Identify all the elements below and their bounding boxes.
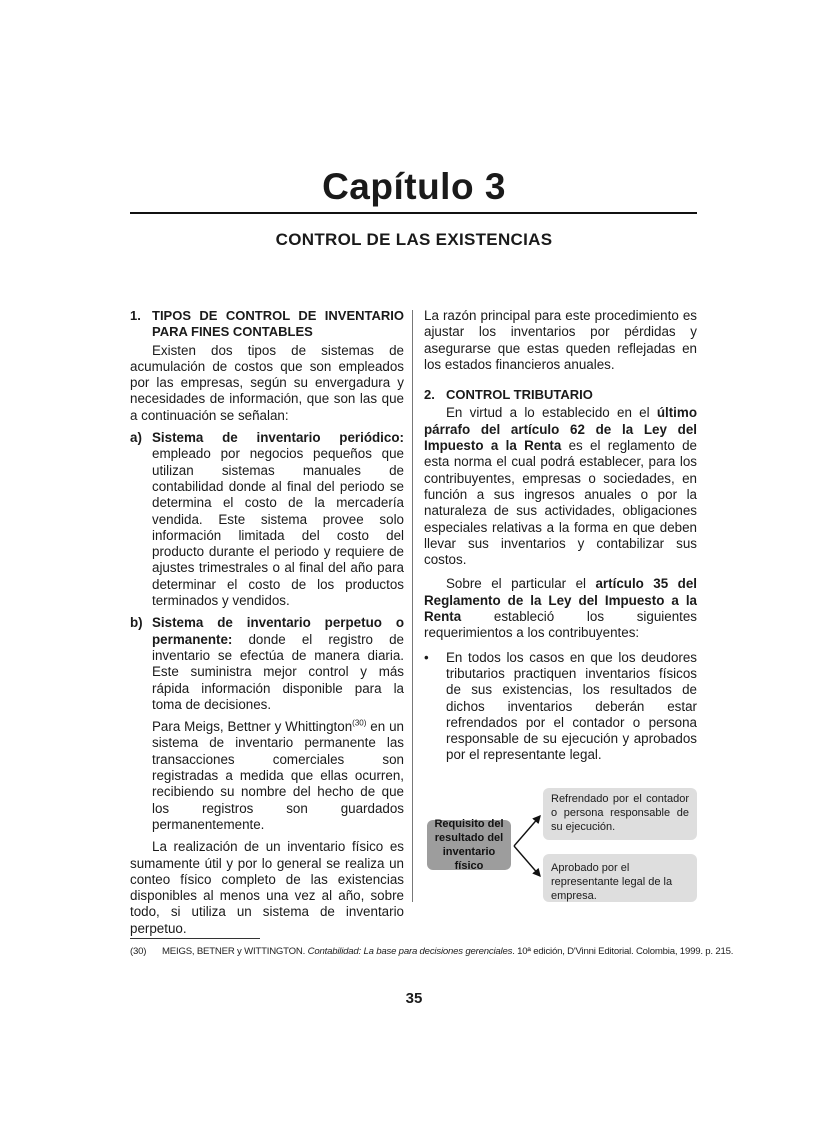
citation-text-cont: en un sistema de inventario permanente las transacciones comerciales son registradas a medida que ellas ocurren, recibiendo su nombre del hecho de que los registros son guardados permanentemente. (152, 719, 404, 832)
bullet-icon: • (424, 649, 429, 665)
chapter-subtitle: CONTROL DE LAS EXISTENCIAS (275, 230, 553, 249)
right-column (424, 308, 697, 764)
closing-paragraph: La realización de un inventario físico es sumamente útil y por lo general se realiza un conteo físico completo de las existencias disponibles al menos una vez al año, sobre todo, si utiliza un sistema de inventario perpetuo. (130, 839, 404, 936)
diagram-box-approved: Aprobado por el representante legal de la empresa. (543, 854, 697, 902)
section-number: 2. (424, 387, 435, 403)
footnote-ref[interactable]: (30) (352, 718, 367, 728)
diagram-box-endorsed: Refrendado por el contador o persona responsable de su ejecución. (543, 788, 697, 840)
list-item-b (130, 615, 404, 833)
footnote-details: . 10ª edición, D'Vinni Editorial. Colombia, 1999. p. 215. (512, 946, 734, 957)
continued-paragraph: La razón principal para este procedimiento es ajustar los inventarios por pérdidas y asegurarse que estas queden reflejadas en los estados financieros anuales. (424, 308, 697, 372)
list-marker: a) (130, 430, 142, 446)
bullet-text: En todos los casos en que los deudores tributarios practiquen inventarios físicos de sus existencias, los resultados de dichos inventarios deberán estar refrendados por el contador o persona responsable de su ejecución y aprobados por el representante legal. (446, 649, 697, 763)
requirements-diagram (424, 786, 699, 904)
tax-paragraph-2 (424, 576, 697, 641)
section-title: CONTROL TRIBUTARIO (446, 387, 593, 403)
list-marker: b) (130, 615, 143, 631)
title-rule (130, 212, 697, 214)
tax-paragraph-1 (424, 405, 697, 568)
section-1-heading (130, 308, 404, 341)
footnote-number: (30) (130, 946, 147, 957)
citation-text: Para Meigs, Bettner y Whittington (152, 719, 353, 735)
intro-paragraph: Existen dos tipos de sistemas de acumulación de costos que son empleados por las empresas, según su envergadura y necesidades de información, que son las que a continuación se señalan: (130, 342, 404, 423)
text: En virtud a lo establecido en el (446, 405, 657, 421)
section-number: 1. (130, 308, 141, 323)
chapter-title: Capítulo 3 (322, 166, 506, 207)
footnote-book-title: Contabilidad: La base para decisiones gerenciales (307, 946, 513, 957)
footnote-rule (130, 938, 260, 939)
column-divider (412, 310, 413, 902)
footnote (130, 946, 733, 957)
branch-arrows-icon (512, 806, 546, 886)
bullet-item (424, 650, 697, 764)
left-column (130, 308, 404, 937)
list-item-a (130, 430, 404, 609)
footnote-authors: MEIGS, BETNER y WITTINGTON. (162, 946, 308, 957)
law-reference: artículo 35 del Reglamento de la Ley del Impuesto a la Renta (424, 576, 698, 625)
term: Sistema de inventario periódico: (152, 430, 404, 446)
law-reference: último párrafo del artículo 62 de la Ley del Impuesto a la Renta (424, 405, 697, 454)
definition: empleado por negocios pequeños que utilizan sistemas manuales de contabilidad donde al final del periodo se determina el costo de la mercadería vendida. Este sistema provee solo información limitada del costo del producto durante el periodo y requiere de ajustes trimestrales o al final del año para determinar el costo de los productos terminados y vendidos. (152, 446, 404, 609)
section-2-heading (424, 387, 697, 403)
text: es el reglamento de esta norma el cual podrá establecer, para los contribuyentes, empresas o sociedades, en función a sus ingresos anuales o por la naturaleza de sus actividades, obligaciones especiales relativas a la forma en que deben llevar sus inventarios y contabilizar sus costos. (424, 438, 697, 568)
definition: donde el registro de inventario se efectúa de manera diaria. Este suministra mejor control y más rápida información disponible para la toma de decisiones. (152, 631, 404, 712)
diagram-main-box: Requisito del resultado del inventario físico (427, 820, 511, 870)
text: Sobre el particular el (446, 576, 596, 592)
section-title: TIPOS DE CONTROL DE INVENTARIO PARA FINES CONTABLES (152, 308, 404, 340)
text: estableció los siguientes requerimientos a los contribuyentes: (424, 609, 697, 641)
term: Sistema de inventario perpetuo o permanente: (152, 615, 404, 647)
page-number: 35 (405, 990, 423, 1007)
